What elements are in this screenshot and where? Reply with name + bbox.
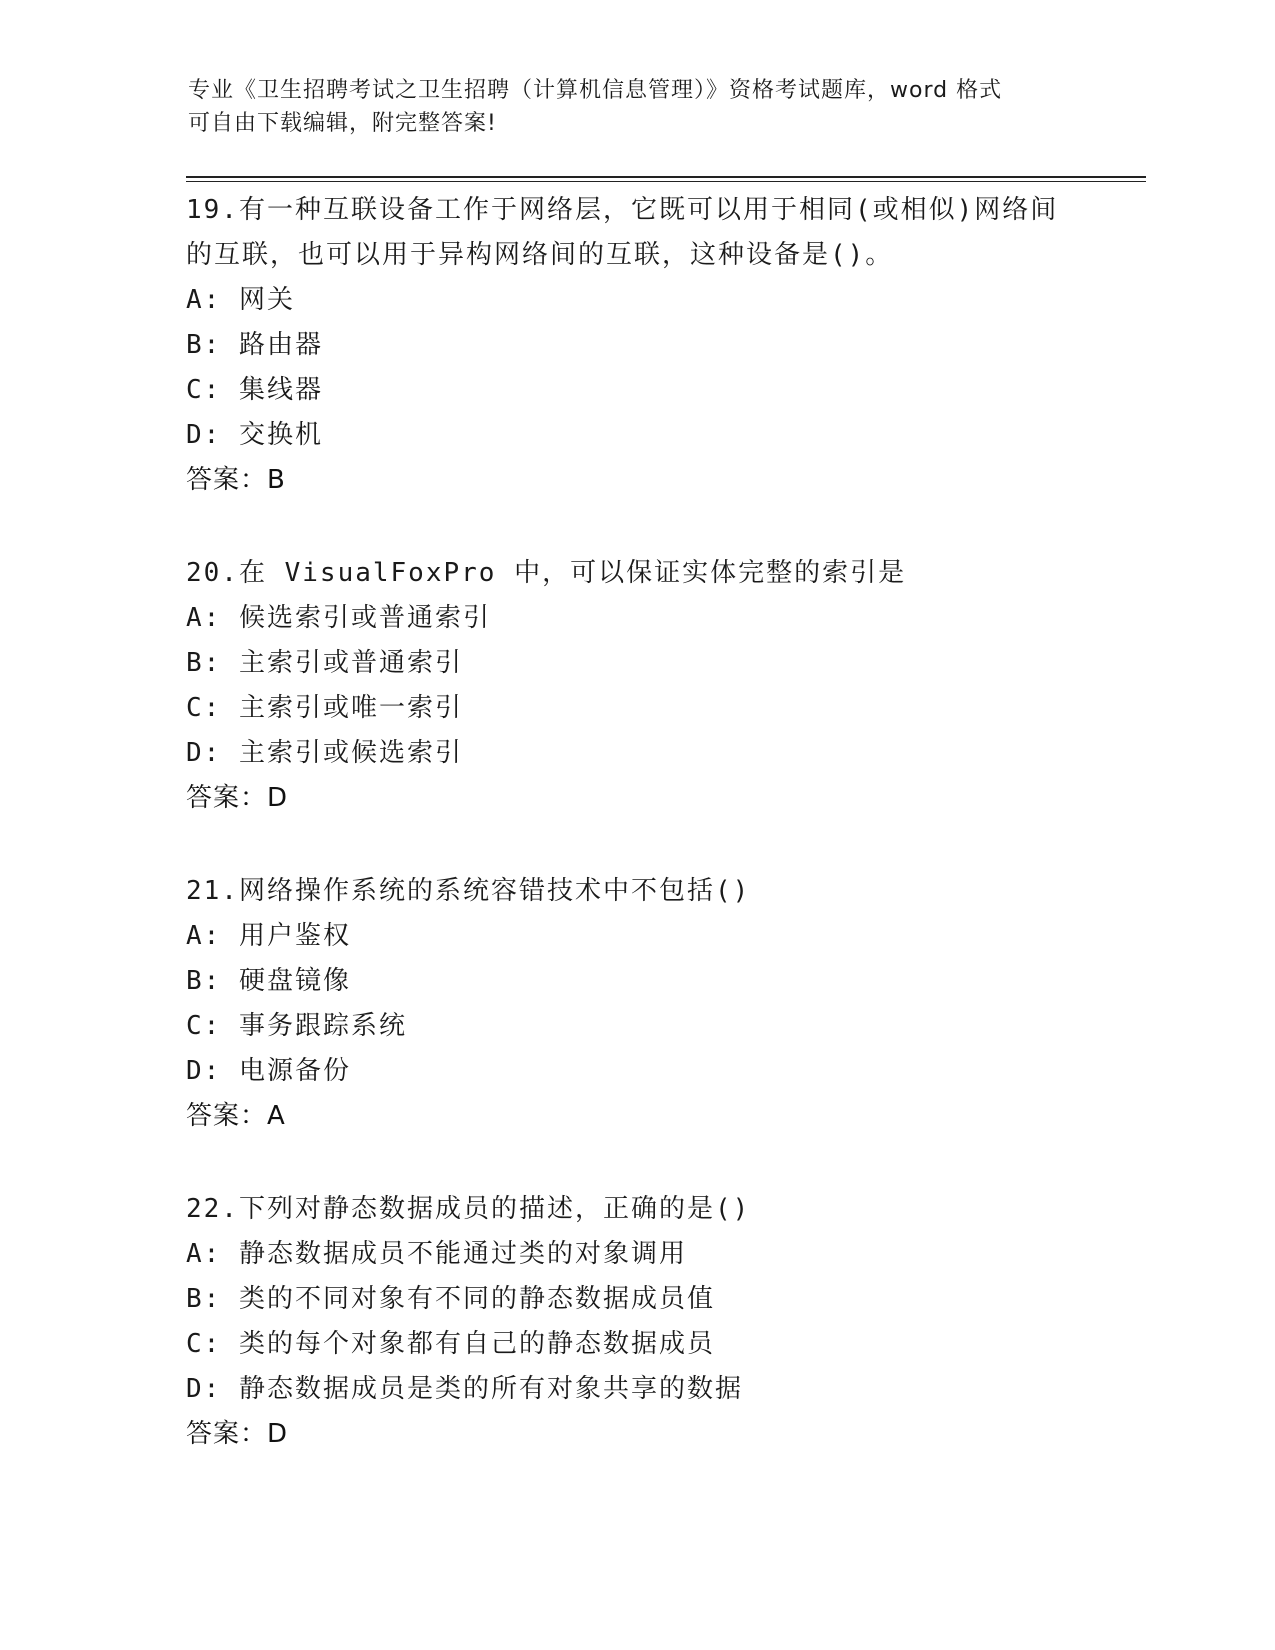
question-text-line: 的互联，也可以用于异构网络间的互联，这种设备是()。 (186, 240, 894, 270)
option-d: D: 交换机 (186, 420, 323, 450)
answer-label: 答案：A (186, 1101, 286, 1131)
option-c: C: 集线器 (186, 375, 323, 405)
option-b: B: 路由器 (186, 330, 323, 360)
option-d: D: 静态数据成员是类的所有对象共享的数据 (186, 1374, 743, 1404)
option-b: B: 类的不同对象有不同的静态数据成员值 (186, 1284, 715, 1314)
option-d: D: 电源备份 (186, 1056, 351, 1086)
question-19 (186, 188, 1086, 503)
answer-label: 答案：B (186, 465, 286, 495)
option-d: D: 主索引或候选索引 (186, 738, 463, 768)
option-c: C: 类的每个对象都有自己的静态数据成员 (186, 1329, 715, 1359)
question-list (186, 188, 1086, 1505)
option-b: B: 硬盘镜像 (186, 966, 351, 996)
header-divider-thick (186, 176, 1146, 178)
question-text-line: 20.在 VisualFoxPro 中，可以保证实体完整的索引是 (186, 558, 907, 588)
option-a: A: 用户鉴权 (186, 921, 351, 951)
question-20 (186, 551, 1086, 821)
option-a: A: 网关 (186, 285, 295, 315)
answer-label: 答案：D (186, 783, 289, 813)
question-text-line: 22.下列对静态数据成员的描述，正确的是() (186, 1194, 751, 1224)
question-text-line: 21.网络操作系统的系统容错技术中不包括() (186, 876, 751, 906)
document-header (188, 74, 1088, 140)
option-b: B: 主索引或普通索引 (186, 648, 463, 678)
option-c: C: 事务跟踪系统 (186, 1011, 407, 1041)
option-a: A: 候选索引或普通索引 (186, 603, 491, 633)
question-22 (186, 1187, 1086, 1457)
header-line-2: 可自由下载编辑，附完整答案! (188, 111, 497, 136)
question-21 (186, 869, 1086, 1139)
question-text-line: 19.有一种互联设备工作于网络层，它既可以用于相同(或相似)网络间 (186, 195, 1059, 225)
answer-label: 答案：D (186, 1419, 289, 1449)
option-a: A: 静态数据成员不能通过类的对象调用 (186, 1239, 687, 1269)
header-divider-thin (186, 181, 1146, 182)
header-line-1: 专业《卫生招聘考试之卫生招聘（计算机信息管理）》资格考试题库，word 格式 (188, 78, 1003, 103)
option-c: C: 主索引或唯一索引 (186, 693, 463, 723)
